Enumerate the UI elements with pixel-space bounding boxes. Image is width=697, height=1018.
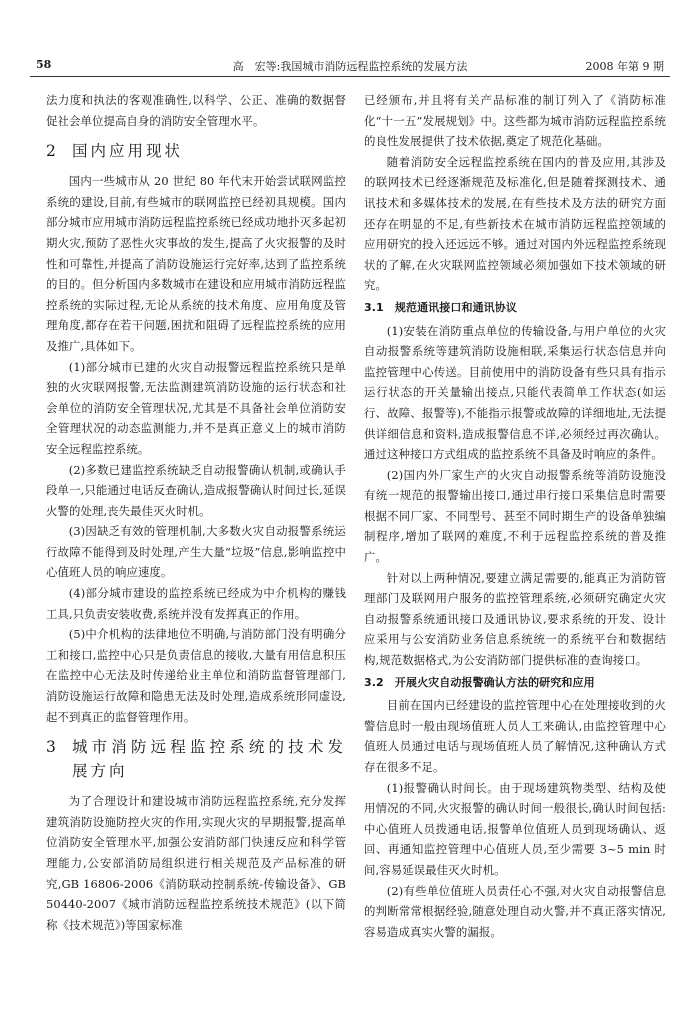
- section-heading-3: [46, 735, 346, 783]
- paragraph: (5)中介机构的法律地位不明确,与消防部门没有明确分工和接口,监控中心只是负责信息的接收,大量有用信息积压在监控中心无法及时传递给业主单位和消防监督管理部门,消防设施运行故障和隐患无法及时处理,造成系统形同虚设,起不到真正的监督管理作用。: [46, 627, 346, 724]
- section-number: 3: [46, 738, 56, 757]
- paragraph: (3)因缺乏有效的管理机制,大多数火灾自动报警系统运行故障不能得到及时处理,产生大量“垃圾”信息,影响监控中心值班人员的响应速度。: [46, 524, 346, 580]
- left-column: [46, 90, 346, 935]
- paragraph: (2)国内外厂家生产的火灾自动报警系统等消防设施没有统一规范的报警输出接口,通过串行接口采集信息时需要根据不同厂家、不同型号、甚至不同时期生产的设备单独编制程序,增加了联网的难度,不利于远程监控系统的普及推广。: [364, 467, 666, 565]
- right-column: [364, 90, 666, 942]
- paragraph: 已经颁布,并且将有关产品标准的制订列入了《消防标准化“十一五”发展规划》中。这些都为城市消防远程监控系统的良性发展提供了技术依据,奠定了规范化基础。: [364, 93, 666, 149]
- section-title: 国内应用现状: [72, 142, 184, 161]
- paragraph: (4)部分城市建设的监控系统已经成为中介机构的赚钱工具,只负责安装收费,系统并没有发挥真正的作用。: [46, 586, 346, 621]
- page-number: 58: [36, 58, 52, 71]
- running-header: [30, 56, 670, 77]
- issue-label: 2008 年第 9 期: [585, 60, 664, 73]
- section-heading-2: [46, 139, 346, 163]
- paragraph: 目前在国内已经建设的监控管理中心在处理接收到的火警信息时一般由现场值班人员人工来确认,由监控管理中心值班人员通过电话与现场值班人员了解情况,这种确认方式存在很多不足。: [364, 698, 666, 774]
- subsection-heading-3-2: 3.2 开展火灾自动报警确认方法的研究和应用: [364, 675, 595, 689]
- section-number: 2: [46, 142, 56, 161]
- running-title: 高 宏等:我国城市消防远程监控系统的发展方法: [232, 60, 468, 73]
- section-title: 城市消防远程监控系统的技术发展方向: [72, 738, 346, 781]
- paragraph: (1)报警确认时间长。由于现场建筑物类型、结构及使用情况的不同,火灾报警的确认时间一般很长,确认时间包括:中心值班人员拨通电话,报警单位值班人员到现场确认、返回、再通知监控管理中心值班人员,至少需要 3~5 min 时间,容易延误最佳灭火时机。: [364, 780, 666, 877]
- paragraph: 针对以上两种情况,要建立满足需要的,能真正为消防管理部门及联网用户服务的监控管理系统,必须研究确定火灾自动报警系统通讯接口及通讯协议,要求系统的开发、设计应采用与公安消防业务信息系统统一的系统平台和数据结构,规范数据格式,为公安消防部门提供标准的查询接口。: [364, 570, 666, 668]
- paragraph: 国内一些城市从 20 世纪 80 年代末开始尝试联网监控系统的建设,目前,有些城市的联网监控已经初具规模。国内部分城市应用城市消防远程监控系统已经成功地扑灭多起初期火灾,预防了恶性火灾事故的发生,提高了火灾报警的及时性和可靠性,并提高了消防设施运行完好率,达到了监控系统的目的。但分析国内多数城市在建设和应用城市消防远程监控系统的实际过程,无论从系统的技术角度、应用角度及管理角度,都存在若干问题,困扰和阻碍了远程监控系统的应用及推广,具体如下。: [46, 174, 346, 353]
- paragraph: (1)安装在消防重点单位的传输设备,与用户单位的火灾自动报警系统等建筑消防设施相联,采集运行状态信息并向监控管理中心传送。目前使用中的消防设备有些只具有指示运行状态的开关量输出接点,只能代表简单工作状态(如运行、故障、报警等),不能指示报警或故障的详细地址,无法提供详细信息和资料,造成报警信息不详,必须经过再次确认。通过这种接口方式组成的监控系统不具备及时响应的条件。: [364, 323, 666, 462]
- subsection-heading-3-1: 3.1 规范通讯接口和通讯协议: [364, 300, 517, 314]
- paragraph: 法力度和执法的客观准确性,以科学、公正、准确的数据督促社会单位提高自身的消防安全管理水平。: [46, 93, 346, 128]
- paragraph: (2)有些单位值班人员责任心不强,对火灾自动报警信息的判断常常根据经验,随意处理自动火警,并不真正落实情况,容易造成真实火警的漏报。: [364, 883, 666, 939]
- paragraph: 为了合理设计和建设城市消防远程监控系统,充分发挥建筑消防设施防控火灾的作用,实现火灾的早期报警,提高单位消防安全管理水平,加强公安消防部门快速反应和科学管理能力,公安部消防局组织进行相关规范及产品标准的研究,GB 16806-2006《消防联动控制系统-传输设备》、GB 50440-2007《城市消防远程监控系统技术规范》(以下简称《技术规范》)等国家标准: [46, 794, 346, 932]
- paragraph: 随着消防安全远程监控系统在国内的普及应用,其涉及的联网技术已经逐渐规范及标准化,但是随着探测技术、通讯技术和多媒体技术的发展,在有些技术及方法的研究方面还存在明显的不足,有些新技术在城市消防远程监控领域的应用研究的投入还远远不够。通过对国内外远程监控系统现状的了解,在火灾联网监控领域必须加强如下技术领域的研究。: [364, 154, 666, 293]
- paragraph: (1)部分城市已建的火灾自动报警远程监控系统只是单独的火灾联网报警,无法监测建筑消防设施的运行状态和社会单位的消防安全管理状况,尤其是不具备社会单位消防安全管理状况的动态监测能力,并不是真正意义上的城市消防安全远程监控系统。: [46, 359, 346, 456]
- paragraph: (2)多数已建监控系统缺乏自动报警确认机制,或确认手段单一,只能通过电话反查确认,造成报警确认时间过长,延误火警的处理,丧失最佳灭火时机。: [46, 462, 346, 518]
